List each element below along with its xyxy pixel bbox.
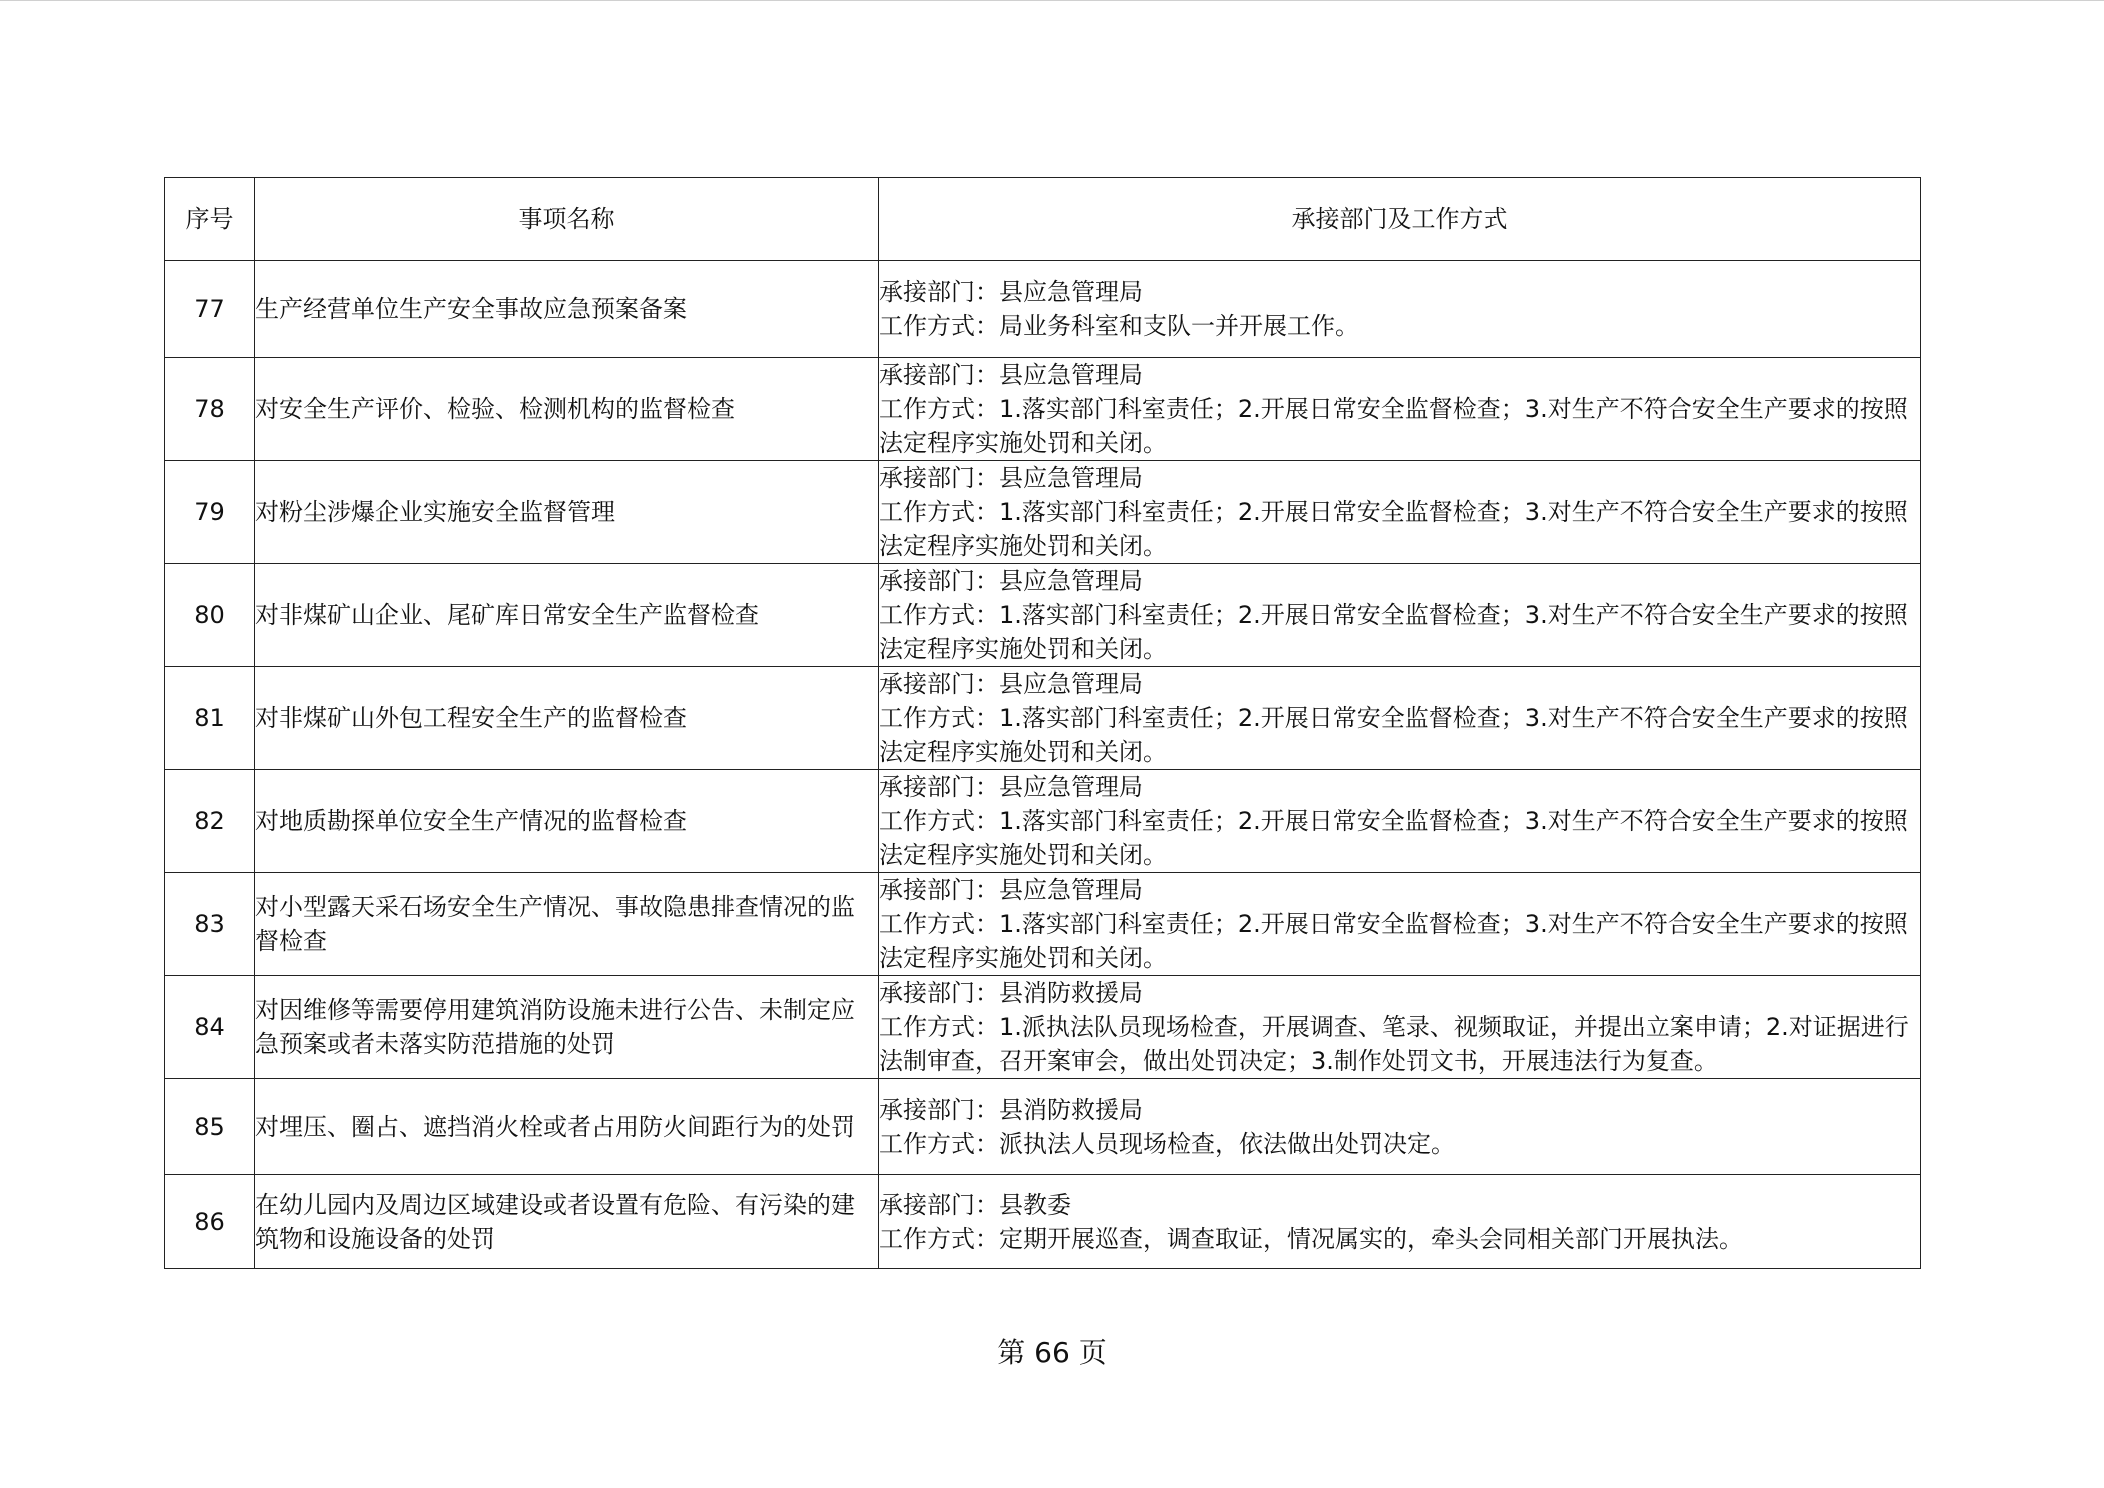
method-text: 工作方式：定期开展巡查，调查取证，情况属实的，牵头会同相关部门开展执法。: [879, 1224, 1743, 1253]
row-index: 82: [165, 770, 255, 873]
header-index: 序号: [165, 178, 255, 261]
method-text: 工作方式：1.派执法队员现场检查，开展调查、笔录、视频取证，并提出立案申请；2.对证据进行法制审查，召开案审会，做出处罚决定；3.制作处罚文书，开展违法行为复查。: [879, 1013, 1909, 1075]
row-dept-method: [879, 1079, 1921, 1175]
row-dept-method: [879, 1175, 1921, 1269]
dept-text: 承接部门：县应急管理局: [879, 876, 1143, 904]
table-row: [165, 564, 1921, 667]
row-item-name: [255, 873, 879, 976]
method-text: 工作方式：派执法人员现场检查，依法做出处罚决定。: [879, 1129, 1455, 1158]
method-text: 工作方式：1.落实部门科室责任；2.开展日常安全监督检查；3.对生产不符合安全生产要求的按照法定程序实施处罚和关闭。: [879, 910, 1908, 972]
row-dept-method: [879, 358, 1921, 461]
row-item-name: [255, 261, 879, 358]
method-text: 工作方式：1.落实部门科室责任；2.开展日常安全监督检查；3.对生产不符合安全生产要求的按照法定程序实施处罚和关闭。: [879, 807, 1908, 869]
table-row: [165, 667, 1921, 770]
item-name-text: 在幼儿园内及周边区域建设或者设置有危险、有污染的建筑物和设施设备的处罚: [255, 1190, 855, 1253]
table-row: [165, 873, 1921, 976]
item-name-text: 对非煤矿山企业、尾矿库日常安全生产监督检查: [255, 601, 759, 629]
page-top-border: [0, 0, 2104, 1]
row-item-name: [255, 1079, 879, 1175]
row-dept-method: [879, 667, 1921, 770]
dept-text: 承接部门：县应急管理局: [879, 361, 1143, 389]
method-text: 工作方式：1.落实部门科室责任；2.开展日常安全监督检查；3.对生产不符合安全生产要求的按照法定程序实施处罚和关闭。: [879, 498, 1908, 560]
row-item-name: [255, 976, 879, 1079]
method-text: 工作方式：1.落实部门科室责任；2.开展日常安全监督检查；3.对生产不符合安全生产要求的按照法定程序实施处罚和关闭。: [879, 704, 1908, 766]
table-row: [165, 1079, 1921, 1175]
row-item-name: [255, 770, 879, 873]
method-text: 工作方式：1.落实部门科室责任；2.开展日常安全监督检查；3.对生产不符合安全生产要求的按照法定程序实施处罚和关闭。: [879, 395, 1908, 457]
row-index: 85: [165, 1079, 255, 1175]
row-dept-method: [879, 976, 1921, 1079]
dept-text: 承接部门：县应急管理局: [879, 670, 1143, 698]
item-name-text: 对因维修等需要停用建筑消防设施未进行公告、未制定应急预案或者未落实防范措施的处罚: [255, 996, 855, 1058]
row-index: 77: [165, 261, 255, 358]
row-index: 80: [165, 564, 255, 667]
row-item-name: [255, 667, 879, 770]
row-item-name: [255, 1175, 879, 1269]
row-index: 86: [165, 1175, 255, 1269]
row-index: 83: [165, 873, 255, 976]
item-name-text: 对非煤矿山外包工程安全生产的监督检查: [255, 704, 687, 732]
dept-text: 承接部门：县应急管理局: [879, 278, 1143, 306]
row-item-name: [255, 358, 879, 461]
row-index: 84: [165, 976, 255, 1079]
dept-text: 承接部门：县应急管理局: [879, 773, 1143, 801]
item-name-text: 对埋压、圈占、遮挡消火栓或者占用防火间距行为的处罚: [255, 1112, 855, 1141]
table-header-row: [165, 178, 1921, 261]
row-index: 81: [165, 667, 255, 770]
row-item-name: [255, 564, 879, 667]
row-dept-method: [879, 770, 1921, 873]
row-index: 78: [165, 358, 255, 461]
dept-text: 承接部门：县消防救援局: [879, 979, 1143, 1007]
dept-text: 承接部门：县应急管理局: [879, 567, 1143, 595]
dept-text: 承接部门：县消防救援局: [879, 1095, 1143, 1124]
dept-text: 承接部门：县教委: [879, 1190, 1071, 1219]
items-table: [164, 177, 1921, 1269]
table-row: [165, 770, 1921, 873]
page-number: 第 66 页: [997, 1336, 1107, 1369]
row-index: 79: [165, 461, 255, 564]
row-dept-method: [879, 873, 1921, 976]
item-name-text: 对地质勘探单位安全生产情况的监督检查: [255, 807, 687, 835]
method-text: 工作方式：1.落实部门科室责任；2.开展日常安全监督检查；3.对生产不符合安全生产要求的按照法定程序实施处罚和关闭。: [879, 601, 1908, 663]
header-item-name: 事项名称: [255, 178, 879, 261]
row-item-name: [255, 461, 879, 564]
table-row: [165, 261, 1921, 358]
item-name-text: 生产经营单位生产安全事故应急预案备案: [255, 295, 687, 323]
item-name-text: 对粉尘涉爆企业实施安全监督管理: [255, 498, 615, 526]
method-text: 工作方式：局业务科室和支队一并开展工作。: [879, 312, 1359, 340]
row-dept-method: [879, 564, 1921, 667]
table-row: [165, 358, 1921, 461]
dept-text: 承接部门：县应急管理局: [879, 464, 1143, 492]
table-row: [165, 976, 1921, 1079]
item-name-text: 对安全生产评价、检验、检测机构的监督检查: [255, 395, 735, 423]
table-row: [165, 1175, 1921, 1269]
row-dept-method: [879, 461, 1921, 564]
row-dept-method: [879, 261, 1921, 358]
item-name-text: 对小型露天采石场安全生产情况、事故隐患排查情况的监督检查: [255, 893, 855, 955]
table-row: [165, 461, 1921, 564]
header-dept-method: 承接部门及工作方式: [879, 178, 1921, 261]
